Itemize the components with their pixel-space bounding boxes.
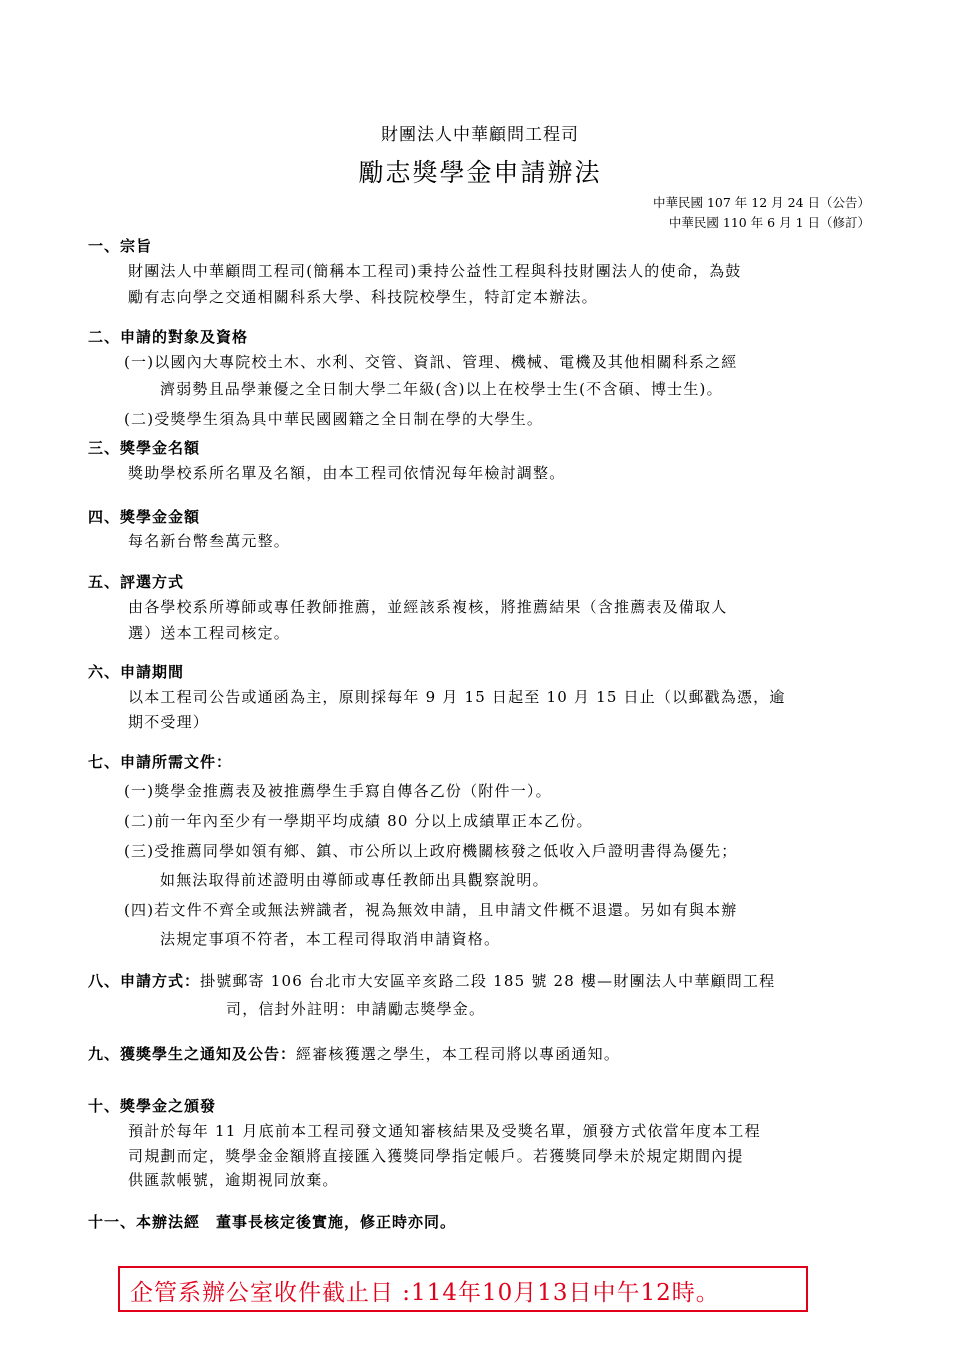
section-2-line-3: (二)受獎學生須為具中華民國國籍之全日制在學的大學生。 (124, 410, 544, 428)
section-5-line-2: 選）送本工程司核定。 (128, 624, 291, 642)
document-title: 勵志獎學金申請辦法 (358, 158, 602, 187)
section-7-heading: 七、申請所需文件： (88, 753, 233, 771)
section-2-heading: 二、申請的對象及資格 (88, 328, 249, 346)
deadline-notice-text: 企管系辦公室收件截止日 :114年10月13日中午12時。 (130, 1280, 720, 1306)
section-2-line-2: 濟弱勢且品學兼優之全日制大學二年級(含)以上在校學士生(不含碩、博士生)。 (160, 380, 723, 398)
revise-date: 中華民國 110 年 6 月 1 日（修訂） (668, 215, 870, 230)
section-10-heading: 十、獎學金之頒發 (88, 1097, 217, 1115)
section-8-label: 八、申請方式： (88, 972, 201, 990)
section-1-heading: 一、宗旨 (88, 237, 153, 255)
section-10-line-1: 預計於每年 11 月底前本工程司發文通知審核結果及受獎名單，頒發方式依當年度本工程 (128, 1122, 761, 1140)
section-5-line-1: 由各學校系所導師或專任教師推薦，並經該系複核，將推薦結果（含推薦表及備取人 (128, 598, 728, 616)
section-6-line-2: 期不受理） (128, 713, 210, 731)
section-8-line-2: 司，信封外註明：申請勵志獎學金。 (226, 1000, 486, 1018)
section-3-heading: 三、獎學金名額 (88, 439, 201, 457)
section-3-line-1: 獎助學校系所名單及名額，由本工程司依情況每年檢討調整。 (128, 464, 566, 482)
section-2-line-1: (一)以國內大專院校土木、水利、交管、資訊、管理、機械、電機及其他相關科系之經 (124, 353, 738, 371)
section-7-line-2: (二)前一年內至少有一學期平均成績 80 分以上成績單正本乙份。 (124, 812, 593, 830)
section-7-line-4: 如無法取得前述證明由導師或專任教師出具觀察說明。 (160, 871, 549, 889)
section-5-heading: 五、評選方式 (88, 573, 185, 591)
section-4-line-1: 每名新台幣叁萬元整。 (128, 532, 291, 550)
section-9-line-1: 經審核獲選之學生，本工程司將以專函通知。 (296, 1045, 621, 1063)
section-11-heading: 十一、本辦法經 董事長核定後實施，修正時亦同。 (88, 1213, 457, 1231)
announce-date: 中華民國 107 年 12 月 24 日（公告） (652, 195, 870, 210)
section-7-line-6: 法規定事項不符者，本工程司得取消申請資格。 (160, 930, 501, 948)
section-10-line-2: 司規劃而定，獎學金金額將直接匯入獲獎同學指定帳戶。若獲獎同學未於規定期間內提 (128, 1147, 744, 1165)
section-4-heading: 四、獎學金金額 (88, 508, 201, 526)
section-6-line-1: 以本工程司公告或通函為主，原則採每年 9 月 15 日起至 10 月 15 日止（以郵戳為憑，逾 (128, 688, 786, 706)
section-10-line-3: 供匯款帳號，逾期視同放棄。 (128, 1171, 339, 1189)
section-7-line-5: (四)若文件不齊全或無法辨識者，視為無效申請，且申請文件概不退還。另如有與本辦 (124, 901, 738, 919)
section-8-heading (88, 970, 775, 991)
deadline-notice-box (118, 1266, 808, 1312)
section-1-line-2: 勵有志向學之交通相關科系大學、科技院校學生，特訂定本辦法。 (128, 288, 598, 306)
organization-name: 財團法人中華顧問工程司 (381, 125, 579, 145)
section-6-heading: 六、申請期間 (88, 663, 185, 681)
section-9-label: 九、獲獎學生之通知及公告： (88, 1045, 297, 1063)
section-7-line-3: (三)受推薦同學如領有鄉、鎮、市公所以上政府機關核發之低收入戶證明書得為優先； (124, 842, 738, 860)
section-9-heading (88, 1043, 620, 1064)
section-8-line-1: 掛號郵寄 106 台北市大安區辛亥路二段 185 號 28 樓—財團法人中華顧問工程 (200, 972, 776, 990)
section-1-line-1: 財團法人中華顧問工程司(簡稱本工程司)秉持公益性工程與科技財團法人的使命，為鼓 (128, 262, 742, 280)
section-7-line-1: (一)獎學金推薦表及被推薦學生手寫自傳各乙份（附件一）。 (124, 782, 552, 800)
